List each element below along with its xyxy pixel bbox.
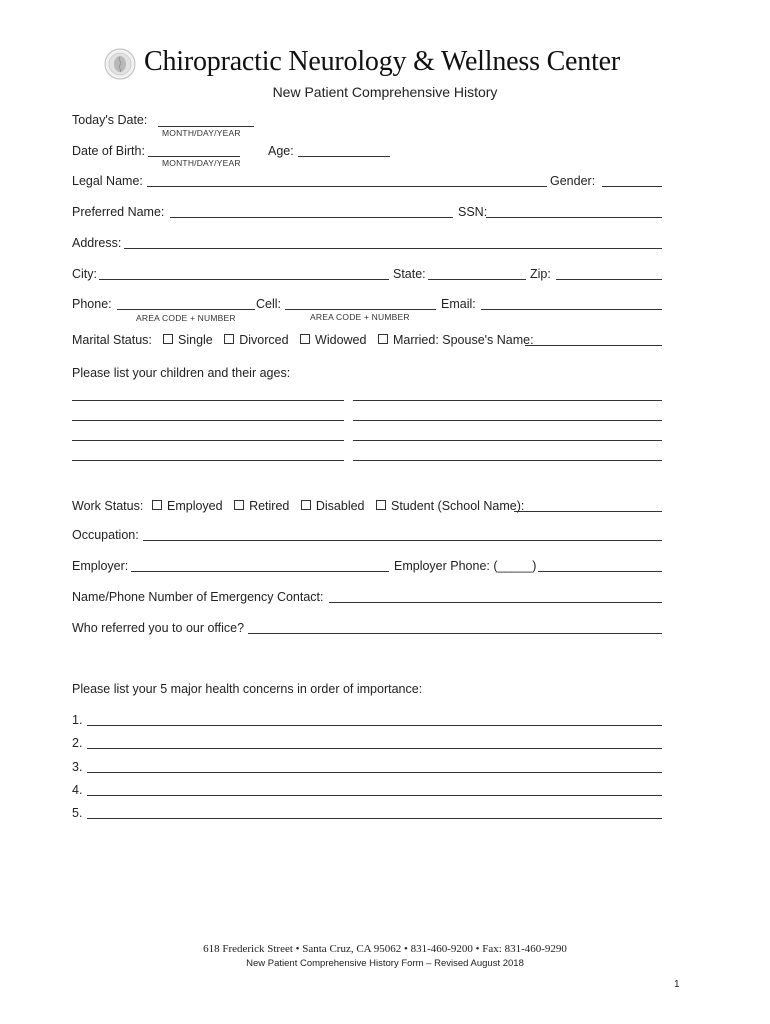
zip-label: Zip: [530, 267, 551, 281]
cell-label: Cell: [256, 297, 282, 311]
age-label: Age: [268, 144, 294, 158]
concern-number: 2. [72, 736, 83, 750]
employer-label: Employer: [72, 559, 129, 573]
dob-field[interactable] [148, 156, 240, 157]
child-line-left[interactable] [72, 460, 344, 461]
health-concerns-label: Please list your 5 major health concerns in order of importance: [72, 682, 423, 696]
todays-date-field[interactable] [158, 126, 254, 127]
dob-hint: MONTH/DAY/YEAR [162, 158, 241, 168]
cell-field[interactable] [285, 309, 436, 310]
page-number: 1 [674, 979, 680, 990]
preferred-name-label: Preferred Name: [72, 205, 165, 219]
work-option-retired[interactable]: Retired [234, 499, 289, 513]
checkbox-icon[interactable] [300, 334, 310, 344]
city-label: City: [72, 267, 97, 281]
school-name-field[interactable] [514, 511, 662, 512]
preferred-name-field[interactable] [170, 217, 453, 218]
brain-seal-icon [104, 48, 136, 80]
concern-field-3[interactable] [87, 772, 662, 773]
child-line-right[interactable] [353, 420, 662, 421]
email-label: Email: [441, 297, 476, 311]
concern-field-4[interactable] [87, 795, 662, 796]
checkbox-icon[interactable] [152, 500, 162, 510]
legal-name-field[interactable] [147, 186, 547, 187]
child-line-left[interactable] [72, 440, 344, 441]
legal-name-label: Legal Name: [72, 174, 143, 188]
ssn-label: SSN: [458, 205, 488, 219]
employer-phone-field[interactable] [538, 571, 662, 572]
referred-by-field[interactable] [248, 633, 662, 634]
work-option-student[interactable]: Student (School Name): [376, 499, 524, 513]
gender-field[interactable] [602, 186, 662, 187]
gender-label: Gender: [550, 174, 596, 188]
work-option-employed[interactable]: Employed [152, 499, 223, 513]
concern-number: 5. [72, 806, 83, 820]
children-label: Please list your children and their ages: [72, 366, 291, 380]
concern-number: 4. [72, 783, 83, 797]
checkbox-icon[interactable] [301, 500, 311, 510]
zip-field[interactable] [556, 279, 662, 280]
checkbox-icon[interactable] [224, 334, 234, 344]
city-field[interactable] [99, 279, 389, 280]
state-field[interactable] [428, 279, 526, 280]
checkbox-icon[interactable] [378, 334, 388, 344]
ssn-field[interactable] [486, 217, 662, 218]
address-label: Address: [72, 236, 122, 250]
emergency-contact-field[interactable] [329, 602, 662, 603]
child-line-right[interactable] [353, 440, 662, 441]
marital-status-label: Marital Status: [72, 333, 152, 347]
spouse-name-field[interactable] [525, 345, 662, 346]
work-status-label: Work Status: [72, 499, 144, 513]
marital-option-divorced[interactable]: Divorced [224, 333, 288, 347]
checkbox-icon[interactable] [376, 500, 386, 510]
employer-field[interactable] [131, 571, 389, 572]
work-option-disabled[interactable]: Disabled [301, 499, 365, 513]
email-field[interactable] [481, 309, 662, 310]
concern-number: 3. [72, 760, 83, 774]
child-line-left[interactable] [72, 420, 344, 421]
state-label: State: [393, 267, 426, 281]
occupation-label: Occupation: [72, 528, 139, 542]
concern-field-5[interactable] [87, 818, 662, 819]
marital-option-married[interactable]: Married: Spouse's Name: [378, 333, 534, 347]
phone-hint: AREA CODE + NUMBER [136, 313, 236, 323]
phone-field[interactable] [117, 309, 255, 310]
page-title: Chiropractic Neurology & Wellness Center [144, 46, 620, 77]
age-field[interactable] [298, 156, 390, 157]
footer-address: 618 Frederick Street • Santa Cruz, CA 95062 • 831-460-9200 • Fax: 831-460-9290 [203, 943, 567, 955]
cell-hint: AREA CODE + NUMBER [310, 312, 410, 322]
concern-number: 1. [72, 713, 83, 727]
child-line-right[interactable] [353, 400, 662, 401]
marital-option-widowed[interactable]: Widowed [300, 333, 366, 347]
occupation-field[interactable] [143, 540, 662, 541]
footer-revision: New Patient Comprehensive History Form – Revised August 2018 [246, 958, 524, 969]
marital-option-single[interactable]: Single [163, 333, 213, 347]
marital-status-options [163, 333, 542, 347]
concern-field-2[interactable] [87, 748, 662, 749]
form-subtitle: New Patient Comprehensive History [272, 84, 498, 100]
todays-date-hint: MONTH/DAY/YEAR [162, 128, 241, 138]
emergency-contact-label: Name/Phone Number of Emergency Contact: [72, 590, 324, 604]
todays-date-label: Today's Date: [72, 113, 148, 127]
dob-label: Date of Birth: [72, 144, 145, 158]
checkbox-icon[interactable] [234, 500, 244, 510]
referred-by-label: Who referred you to our office? [72, 621, 245, 635]
concern-field-1[interactable] [87, 725, 662, 726]
child-line-right[interactable] [353, 460, 662, 461]
work-status-options [152, 499, 532, 513]
phone-label: Phone: [72, 297, 112, 311]
address-field[interactable] [124, 248, 662, 249]
employer-phone-label: Employer Phone: (_____) [394, 559, 537, 573]
child-line-left[interactable] [72, 400, 344, 401]
checkbox-icon[interactable] [163, 334, 173, 344]
